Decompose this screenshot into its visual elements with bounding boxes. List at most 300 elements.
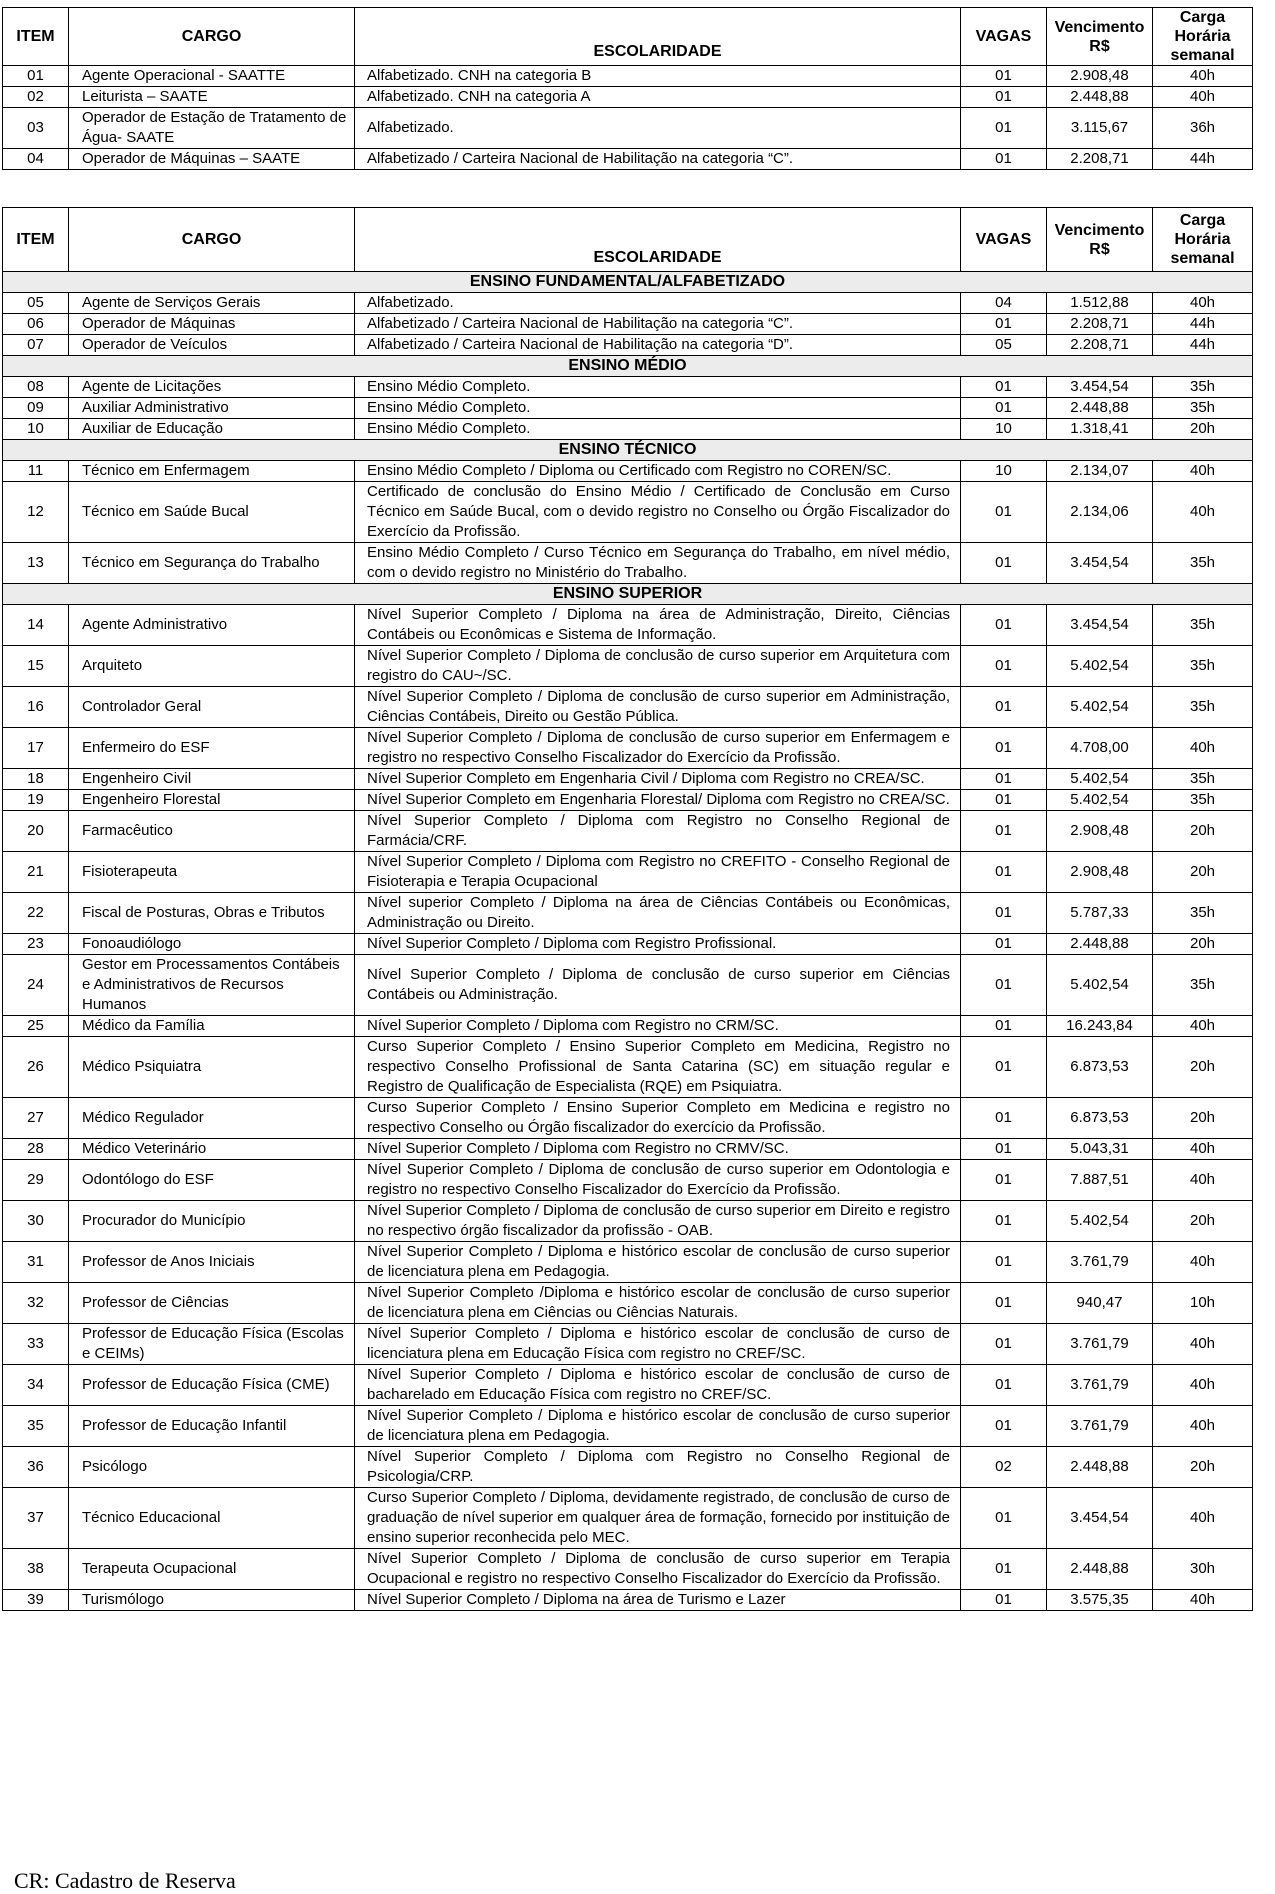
item-cell: 14 xyxy=(3,605,69,646)
vencimento-cell: 2.448,88 xyxy=(1047,1549,1153,1590)
table-row xyxy=(3,1365,1253,1406)
cargo-cell: Técnico em Enfermagem xyxy=(69,461,355,482)
table-row xyxy=(3,1242,1253,1283)
vagas-cell: 01 xyxy=(961,1242,1047,1283)
table-row xyxy=(3,1037,1253,1098)
cargo-cell: Fisioterapeuta xyxy=(69,852,355,893)
table-row xyxy=(3,605,1253,646)
header-vagas: VAGAS xyxy=(961,8,1047,66)
vencimento-cell: 7.887,51 xyxy=(1047,1160,1153,1201)
section-header xyxy=(3,272,1253,293)
table-row xyxy=(3,108,1253,149)
vagas-cell: 01 xyxy=(961,1098,1047,1139)
vagas-cell: 04 xyxy=(961,293,1047,314)
header-row xyxy=(3,8,1253,66)
escolaridade-cell: Nível Superior Completo / Diploma de conclusão de curso superior em Direito e registro no respectivo órgão fiscalizador da profissão - OAB. xyxy=(355,1201,961,1242)
vagas-cell: 01 xyxy=(961,377,1047,398)
carga-cell: 35h xyxy=(1153,769,1253,790)
escolaridade-cell: Nível Superior Completo / Diploma com Registro no Conselho Regional de Farmácia/CRF. xyxy=(355,811,961,852)
item-cell: 05 xyxy=(3,293,69,314)
vencimento-cell: 4.708,00 xyxy=(1047,728,1153,769)
vencimento-cell: 3.454,54 xyxy=(1047,543,1153,584)
vencimento-cell: 2.448,88 xyxy=(1047,398,1153,419)
escolaridade-cell: Alfabetizado. CNH na categoria B xyxy=(355,66,961,87)
vagas-cell: 01 xyxy=(961,852,1047,893)
item-cell: 33 xyxy=(3,1324,69,1365)
carga-cell: 40h xyxy=(1153,1242,1253,1283)
item-cell: 36 xyxy=(3,1447,69,1488)
item-cell: 01 xyxy=(3,66,69,87)
escolaridade-cell: Nível Superior Completo / Diploma na área de Turismo e Lazer xyxy=(355,1590,961,1611)
carga-cell: 20h xyxy=(1153,419,1253,440)
table-row xyxy=(3,728,1253,769)
vencimento-cell: 2.448,88 xyxy=(1047,1447,1153,1488)
table-row xyxy=(3,934,1253,955)
table-row xyxy=(3,398,1253,419)
carga-cell: 35h xyxy=(1153,790,1253,811)
header-vagas: VAGAS xyxy=(961,208,1047,272)
vagas-cell: 01 xyxy=(961,934,1047,955)
item-cell: 23 xyxy=(3,934,69,955)
item-cell: 20 xyxy=(3,811,69,852)
carga-cell: 44h xyxy=(1153,314,1253,335)
vencimento-cell: 5.402,54 xyxy=(1047,1201,1153,1242)
table-row xyxy=(3,1016,1253,1037)
vagas-cell: 01 xyxy=(961,1365,1047,1406)
item-cell: 24 xyxy=(3,955,69,1016)
section-title: ENSINO FUNDAMENTAL/ALFABETIZADO xyxy=(3,272,1253,293)
vagas-cell: 01 xyxy=(961,1549,1047,1590)
vagas-cell: 01 xyxy=(961,1283,1047,1324)
vacancy-table-saate xyxy=(2,7,1253,170)
vagas-cell: 01 xyxy=(961,149,1047,170)
vagas-cell: 01 xyxy=(961,605,1047,646)
cargo-cell: Fiscal de Posturas, Obras e Tributos xyxy=(69,893,355,934)
saate-rows xyxy=(3,66,1253,170)
item-cell: 03 xyxy=(3,108,69,149)
cargo-cell: Agente de Licitações xyxy=(69,377,355,398)
vagas-cell: 01 xyxy=(961,728,1047,769)
cargo-cell: Professor de Ciências xyxy=(69,1283,355,1324)
carga-cell: 40h xyxy=(1153,1016,1253,1037)
vagas-cell: 01 xyxy=(961,893,1047,934)
cargo-cell: Técnico em Saúde Bucal xyxy=(69,482,355,543)
escolaridade-cell: Nível Superior Completo / Diploma na área de Administração, Direito, Ciências Contábeis ou Econômicas e Sistema de Informação. xyxy=(355,605,961,646)
cargo-cell: Farmacêutico xyxy=(69,811,355,852)
table-row xyxy=(3,646,1253,687)
vencimento-cell: 3.115,67 xyxy=(1047,108,1153,149)
vagas-cell: 01 xyxy=(961,1160,1047,1201)
vencimento-cell: 3.761,79 xyxy=(1047,1324,1153,1365)
carga-cell: 40h xyxy=(1153,482,1253,543)
escolaridade-cell: Nível Superior Completo / Diploma e histórico escolar de conclusão de curso de bacharelado em Educação Física com registro no CREF/SC. xyxy=(355,1365,961,1406)
section-header xyxy=(3,356,1253,377)
table-row xyxy=(3,314,1253,335)
header-cargo: CARGO xyxy=(69,8,355,66)
item-cell: 12 xyxy=(3,482,69,543)
header-vencimento: Vencimento R$ xyxy=(1047,208,1153,272)
vencimento-cell: 2.448,88 xyxy=(1047,934,1153,955)
carga-cell: 35h xyxy=(1153,646,1253,687)
carga-cell: 35h xyxy=(1153,687,1253,728)
item-cell: 30 xyxy=(3,1201,69,1242)
item-cell: 29 xyxy=(3,1160,69,1201)
escolaridade-cell: Ensino Médio Completo. xyxy=(355,398,961,419)
escolaridade-cell: Alfabetizado. xyxy=(355,108,961,149)
cargo-cell: Agente Operacional - SAATTE xyxy=(69,66,355,87)
escolaridade-cell: Nível Superior Completo / Diploma com Registro Profissional. xyxy=(355,934,961,955)
vencimento-cell: 2.134,07 xyxy=(1047,461,1153,482)
cargo-cell: Gestor em Processamentos Contábeis e Administrativos de Recursos Humanos xyxy=(69,955,355,1016)
item-cell: 31 xyxy=(3,1242,69,1283)
carga-cell: 30h xyxy=(1153,1549,1253,1590)
vagas-cell: 01 xyxy=(961,1324,1047,1365)
carga-cell: 35h xyxy=(1153,543,1253,584)
section-title: ENSINO SUPERIOR xyxy=(3,584,1253,605)
escolaridade-cell: Nível Superior Completo / Diploma e histórico escolar de conclusão de curso superior de licenciatura plena em Pedagogia. xyxy=(355,1242,961,1283)
cargo-cell: Professor de Educação Física (CME) xyxy=(69,1365,355,1406)
header-carga-horaria: Carga Horária semanal xyxy=(1153,208,1253,272)
escolaridade-cell: Nível Superior Completo / Diploma e histórico escolar de conclusão de curso superior de licenciatura plena em Pedagogia. xyxy=(355,1406,961,1447)
escolaridade-cell: Nível Superior Completo / Diploma com Registro no Conselho Regional de Psicologia/CRP. xyxy=(355,1447,961,1488)
escolaridade-cell: Nível superior Completo / Diploma na área de Ciências Contábeis ou Econômicas, Administração ou Direito. xyxy=(355,893,961,934)
table-row xyxy=(3,1201,1253,1242)
table-row xyxy=(3,852,1253,893)
item-cell: 09 xyxy=(3,398,69,419)
escolaridade-cell: Nível Superior Completo / Diploma de conclusão de curso superior em Odontologia e registro no respectivo Conselho Fiscalizador do Exercício da Profissão. xyxy=(355,1160,961,1201)
escolaridade-cell: Nível Superior Completo /Diploma e histórico escolar de conclusão de curso superior de licenciatura plena em Ciências ou Ciências Naturais. xyxy=(355,1283,961,1324)
vagas-cell: 01 xyxy=(961,1016,1047,1037)
cargo-cell: Odontólogo do ESF xyxy=(69,1160,355,1201)
cargo-cell: Médico Veterinário xyxy=(69,1139,355,1160)
table-row xyxy=(3,543,1253,584)
carga-cell: 36h xyxy=(1153,108,1253,149)
vencimento-cell: 2.908,48 xyxy=(1047,66,1153,87)
table-row xyxy=(3,1549,1253,1590)
vencimento-cell: 2.208,71 xyxy=(1047,149,1153,170)
cargo-cell: Arquiteto xyxy=(69,646,355,687)
escolaridade-cell: Alfabetizado. CNH na categoria A xyxy=(355,87,961,108)
escolaridade-cell: Nível Superior Completo / Diploma com Registro no CREFITO - Conselho Regional de Fisioterapia e Terapia Ocupacional xyxy=(355,852,961,893)
escolaridade-cell: Ensino Médio Completo. xyxy=(355,377,961,398)
carga-cell: 40h xyxy=(1153,1160,1253,1201)
vagas-cell: 01 xyxy=(961,1488,1047,1549)
item-cell: 16 xyxy=(3,687,69,728)
escolaridade-cell: Nível Superior Completo em Engenharia Florestal/ Diploma com Registro no CREA/SC. xyxy=(355,790,961,811)
section-header xyxy=(3,584,1253,605)
table-row xyxy=(3,811,1253,852)
header-row xyxy=(3,208,1253,272)
carga-cell: 10h xyxy=(1153,1283,1253,1324)
escolaridade-cell: Nível Superior Completo / Diploma de conclusão de curso superior em Terapia Ocupacional e registro no respectivo Conselho Fiscalizador do Exercício da Profissão. xyxy=(355,1549,961,1590)
carga-cell: 44h xyxy=(1153,149,1253,170)
header-cargo: CARGO xyxy=(69,208,355,272)
vagas-cell: 01 xyxy=(961,1037,1047,1098)
table-row xyxy=(3,687,1253,728)
carga-cell: 35h xyxy=(1153,377,1253,398)
cargo-cell: Médico Regulador xyxy=(69,1098,355,1139)
vagas-cell: 01 xyxy=(961,314,1047,335)
table-row xyxy=(3,1488,1253,1549)
carga-cell: 40h xyxy=(1153,1488,1253,1549)
item-cell: 18 xyxy=(3,769,69,790)
table-row xyxy=(3,293,1253,314)
table-row xyxy=(3,1324,1253,1365)
vencimento-cell: 2.134,06 xyxy=(1047,482,1153,543)
carga-cell: 40h xyxy=(1153,1590,1253,1611)
escolaridade-cell: Nível Superior Completo / Diploma de conclusão de curso superior em Ciências Contábeis ou Administração. xyxy=(355,955,961,1016)
vencimento-cell: 6.873,53 xyxy=(1047,1037,1153,1098)
item-cell: 38 xyxy=(3,1549,69,1590)
vencimento-cell: 3.454,54 xyxy=(1047,377,1153,398)
escolaridade-cell: Ensino Médio Completo. xyxy=(355,419,961,440)
vencimento-cell: 5.402,54 xyxy=(1047,687,1153,728)
item-cell: 07 xyxy=(3,335,69,356)
carga-cell: 40h xyxy=(1153,1365,1253,1406)
vencimento-cell: 3.761,79 xyxy=(1047,1406,1153,1447)
section-title: ENSINO TÉCNICO xyxy=(3,440,1253,461)
item-cell: 13 xyxy=(3,543,69,584)
cargo-cell: Engenheiro Florestal xyxy=(69,790,355,811)
escolaridade-cell: Nível Superior Completo / Diploma e histórico escolar de conclusão de curso de licenciatura plena em Educação Física com registro no CREF/SC. xyxy=(355,1324,961,1365)
header-item: ITEM xyxy=(3,208,69,272)
item-cell: 32 xyxy=(3,1283,69,1324)
cargo-cell: Operador de Máquinas – SAATE xyxy=(69,149,355,170)
vagas-cell: 01 xyxy=(961,646,1047,687)
vagas-cell: 01 xyxy=(961,687,1047,728)
carga-cell: 44h xyxy=(1153,335,1253,356)
item-cell: 21 xyxy=(3,852,69,893)
table-row xyxy=(3,1406,1253,1447)
cargo-cell: Turismólogo xyxy=(69,1590,355,1611)
item-cell: 34 xyxy=(3,1365,69,1406)
table-row xyxy=(3,1283,1253,1324)
table-row xyxy=(3,87,1253,108)
escolaridade-cell: Curso Superior Completo / Ensino Superior Completo em Medicina, Registro no respectivo Conselho Profissional de Santa Catarina (SC) em situação regular e Registro de Qualificação de Especialista (RQE) em Psiquiatra. xyxy=(355,1037,961,1098)
item-cell: 26 xyxy=(3,1037,69,1098)
item-cell: 35 xyxy=(3,1406,69,1447)
escolaridade-cell: Nível Superior Completo / Diploma com Registro no CRM/SC. xyxy=(355,1016,961,1037)
cargo-cell: Professor de Educação Física (Escolas e CEIMs) xyxy=(69,1324,355,1365)
cargo-cell: Procurador do Município xyxy=(69,1201,355,1242)
vencimento-cell: 1.512,88 xyxy=(1047,293,1153,314)
vencimento-cell: 940,47 xyxy=(1047,1283,1153,1324)
cargo-cell: Auxiliar Administrativo xyxy=(69,398,355,419)
section-header xyxy=(3,440,1253,461)
carga-cell: 40h xyxy=(1153,1139,1253,1160)
vencimento-cell: 3.454,54 xyxy=(1047,605,1153,646)
escolaridade-cell: Alfabetizado / Carteira Nacional de Habilitação na categoria “C”. xyxy=(355,314,961,335)
cargo-cell: Auxiliar de Educação xyxy=(69,419,355,440)
table-row xyxy=(3,955,1253,1016)
vencimento-cell: 5.402,54 xyxy=(1047,646,1153,687)
header-item: ITEM xyxy=(3,8,69,66)
carga-cell: 20h xyxy=(1153,1201,1253,1242)
cargo-cell: Operador de Estação de Tratamento de Água- SAATE xyxy=(69,108,355,149)
carga-cell: 20h xyxy=(1153,811,1253,852)
escolaridade-cell: Ensino Médio Completo / Diploma ou Certificado com Registro no COREN/SC. xyxy=(355,461,961,482)
vencimento-cell: 2.208,71 xyxy=(1047,335,1153,356)
table-row xyxy=(3,1139,1253,1160)
item-cell: 27 xyxy=(3,1098,69,1139)
item-cell: 04 xyxy=(3,149,69,170)
cargo-cell: Engenheiro Civil xyxy=(69,769,355,790)
table-row xyxy=(3,377,1253,398)
carga-cell: 40h xyxy=(1153,1324,1253,1365)
item-cell: 11 xyxy=(3,461,69,482)
cargo-cell: Controlador Geral xyxy=(69,687,355,728)
header-vencimento: Vencimento R$ xyxy=(1047,8,1153,66)
item-cell: 08 xyxy=(3,377,69,398)
cargo-cell: Técnico Educacional xyxy=(69,1488,355,1549)
table-row xyxy=(3,461,1253,482)
vencimento-cell: 5.402,54 xyxy=(1047,790,1153,811)
cargo-cell: Médico Psiquiatra xyxy=(69,1037,355,1098)
header-escolaridade: ESCOLARIDADE xyxy=(355,8,961,66)
carga-cell: 20h xyxy=(1153,1447,1253,1488)
vencimento-cell: 3.454,54 xyxy=(1047,1488,1153,1549)
carga-cell: 40h xyxy=(1153,293,1253,314)
escolaridade-cell: Nível Superior Completo / Diploma com Registro no CRMV/SC. xyxy=(355,1139,961,1160)
table-row xyxy=(3,893,1253,934)
cargo-cell: Terapeuta Ocupacional xyxy=(69,1549,355,1590)
item-cell: 39 xyxy=(3,1590,69,1611)
vencimento-cell: 2.908,48 xyxy=(1047,852,1153,893)
vagas-cell: 01 xyxy=(961,955,1047,1016)
cargo-cell: Agente Administrativo xyxy=(69,605,355,646)
table-row xyxy=(3,482,1253,543)
vagas-cell: 01 xyxy=(961,811,1047,852)
escolaridade-cell: Curso Superior Completo / Diploma, devidamente registrado, de conclusão de curso de graduação de nível superior em qualquer área de formação, fornecido por instituição de ensino superior reconhecida pelo MEC. xyxy=(355,1488,961,1549)
vagas-cell: 10 xyxy=(961,419,1047,440)
vagas-cell: 01 xyxy=(961,1201,1047,1242)
carga-cell: 20h xyxy=(1153,852,1253,893)
escolaridade-cell: Ensino Médio Completo / Curso Técnico em Segurança do Trabalho, em nível médio, com o devido registro no Ministério do Trabalho. xyxy=(355,543,961,584)
carga-cell: 40h xyxy=(1153,461,1253,482)
item-cell: 37 xyxy=(3,1488,69,1549)
vagas-cell: 01 xyxy=(961,66,1047,87)
carga-cell: 20h xyxy=(1153,1037,1253,1098)
vagas-cell: 05 xyxy=(961,335,1047,356)
escolaridade-cell: Nível Superior Completo em Engenharia Civil / Diploma com Registro no CREA/SC. xyxy=(355,769,961,790)
cargo-cell: Agente de Serviços Gerais xyxy=(69,293,355,314)
carga-cell: 40h xyxy=(1153,728,1253,769)
escolaridade-cell: Nível Superior Completo / Diploma de conclusão de curso superior em Administração, Ciências Contábeis, Direito ou Gestão Pública. xyxy=(355,687,961,728)
vencimento-cell: 3.575,35 xyxy=(1047,1590,1153,1611)
item-cell: 17 xyxy=(3,728,69,769)
cargo-cell: Leiturista – SAATE xyxy=(69,87,355,108)
escolaridade-cell: Alfabetizado / Carteira Nacional de Habilitação na categoria “C”. xyxy=(355,149,961,170)
carga-cell: 40h xyxy=(1153,66,1253,87)
carga-cell: 35h xyxy=(1153,605,1253,646)
vagas-cell: 01 xyxy=(961,1406,1047,1447)
vagas-cell: 01 xyxy=(961,790,1047,811)
vencimento-cell: 5.787,33 xyxy=(1047,893,1153,934)
vencimento-cell: 16.243,84 xyxy=(1047,1016,1153,1037)
vencimento-cell: 5.402,54 xyxy=(1047,769,1153,790)
vagas-cell: 01 xyxy=(961,1139,1047,1160)
carga-cell: 20h xyxy=(1153,934,1253,955)
vagas-cell: 01 xyxy=(961,543,1047,584)
table-row xyxy=(3,1447,1253,1488)
vencimento-cell: 3.761,79 xyxy=(1047,1365,1153,1406)
carga-cell: 40h xyxy=(1153,87,1253,108)
escolaridade-cell: Nível Superior Completo / Diploma de conclusão de curso superior em Arquitetura com registro do CAU~/SC. xyxy=(355,646,961,687)
table-row xyxy=(3,1590,1253,1611)
vencimento-cell: 1.318,41 xyxy=(1047,419,1153,440)
table-row xyxy=(3,419,1253,440)
vagas-cell: 10 xyxy=(961,461,1047,482)
vacancy-table-municipal xyxy=(2,207,1253,1611)
vagas-cell: 02 xyxy=(961,1447,1047,1488)
table-row xyxy=(3,149,1253,170)
table-row xyxy=(3,1160,1253,1201)
section-title: ENSINO MÉDIO xyxy=(3,356,1253,377)
table-row xyxy=(3,769,1253,790)
carga-cell: 35h xyxy=(1153,398,1253,419)
vagas-cell: 01 xyxy=(961,769,1047,790)
carga-cell: 35h xyxy=(1153,955,1253,1016)
vagas-cell: 01 xyxy=(961,482,1047,543)
vagas-cell: 01 xyxy=(961,87,1047,108)
item-cell: 15 xyxy=(3,646,69,687)
carga-cell: 40h xyxy=(1153,1406,1253,1447)
vencimento-cell: 5.043,31 xyxy=(1047,1139,1153,1160)
item-cell: 28 xyxy=(3,1139,69,1160)
vencimento-cell: 2.448,88 xyxy=(1047,87,1153,108)
municipal-rows xyxy=(3,272,1253,1611)
item-cell: 22 xyxy=(3,893,69,934)
escolaridade-cell: Curso Superior Completo / Ensino Superior Completo em Medicina e registro no respectivo Conselho ou Órgão fiscalizador do exercício da Profissão. xyxy=(355,1098,961,1139)
table-row xyxy=(3,66,1253,87)
vencimento-cell: 6.873,53 xyxy=(1047,1098,1153,1139)
item-cell: 10 xyxy=(3,419,69,440)
cargo-cell: Fonoaudiólogo xyxy=(69,934,355,955)
vagas-cell: 01 xyxy=(961,108,1047,149)
escolaridade-cell: Alfabetizado. xyxy=(355,293,961,314)
vencimento-cell: 3.761,79 xyxy=(1047,1242,1153,1283)
table-row xyxy=(3,335,1253,356)
footer-note: CR: Cadastro de Reserva xyxy=(14,1868,236,1893)
item-cell: 19 xyxy=(3,790,69,811)
cargo-cell: Professor de Anos Iniciais xyxy=(69,1242,355,1283)
cargo-cell: Operador de Veículos xyxy=(69,335,355,356)
vagas-cell: 01 xyxy=(961,398,1047,419)
carga-cell: 35h xyxy=(1153,893,1253,934)
header-escolaridade: ESCOLARIDADE xyxy=(355,208,961,272)
cargo-cell: Enfermeiro do ESF xyxy=(69,728,355,769)
cargo-cell: Psicólogo xyxy=(69,1447,355,1488)
header-carga-horaria: Carga Horária semanal xyxy=(1153,8,1253,66)
item-cell: 25 xyxy=(3,1016,69,1037)
escolaridade-cell: Certificado de conclusão do Ensino Médio / Certificado de Conclusão em Curso Técnico em Saúde Bucal, com o devido registro no Conselho ou Órgão Fiscalizador do Exercício da Profissão. xyxy=(355,482,961,543)
vagas-cell: 01 xyxy=(961,1590,1047,1611)
vencimento-cell: 5.402,54 xyxy=(1047,955,1153,1016)
cargo-cell: Professor de Educação Infantil xyxy=(69,1406,355,1447)
cargo-cell: Operador de Máquinas xyxy=(69,314,355,335)
escolaridade-cell: Nível Superior Completo / Diploma de conclusão de curso superior em Enfermagem e registro no respectivo Conselho Fiscalizador do Exercício da Profissão. xyxy=(355,728,961,769)
table-row xyxy=(3,790,1253,811)
table-row xyxy=(3,1098,1253,1139)
carga-cell: 20h xyxy=(1153,1098,1253,1139)
vencimento-cell: 2.908,48 xyxy=(1047,811,1153,852)
cargo-cell: Médico da Família xyxy=(69,1016,355,1037)
cargo-cell: Técnico em Segurança do Trabalho xyxy=(69,543,355,584)
item-cell: 02 xyxy=(3,87,69,108)
escolaridade-cell: Alfabetizado / Carteira Nacional de Habilitação na categoria “D”. xyxy=(355,335,961,356)
vencimento-cell: 2.208,71 xyxy=(1047,314,1153,335)
item-cell: 06 xyxy=(3,314,69,335)
